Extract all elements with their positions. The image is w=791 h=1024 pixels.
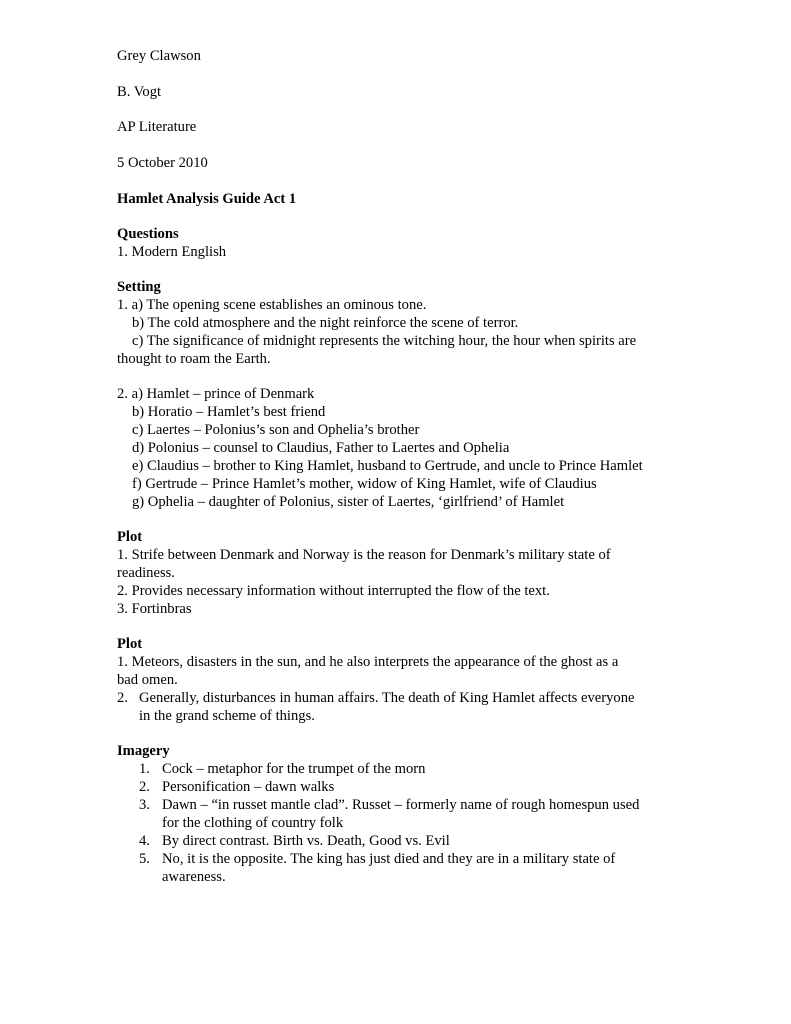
questions-heading: Questions — [117, 226, 179, 242]
imagery-item: By direct contrast. Birth vs. Death, Good vs. Evil — [162, 833, 450, 849]
plot2-line: bad omen. — [117, 672, 178, 688]
imagery-item: No, it is the opposite. The king has just died and they are in a military state of — [162, 851, 616, 867]
character-line: d) Polonius – counsel to Claudius, Father to Laertes and Ophelia — [132, 440, 510, 456]
student-name: Grey Clawson — [117, 48, 201, 64]
plot2-number: 2. — [117, 690, 128, 706]
plot-heading: Plot — [117, 529, 143, 545]
imagery-number: 3. — [139, 797, 150, 813]
teacher-name: B. Vogt — [117, 84, 162, 100]
course-name: AP Literature — [117, 119, 197, 135]
imagery-number: 5. — [139, 851, 150, 867]
imagery-item: Cock – metaphor for the trumpet of the morn — [162, 761, 426, 777]
character-line: f) Gertrude – Prince Hamlet’s mother, widow of King Hamlet, wife of Claudius — [132, 476, 597, 492]
character-line: c) Laertes – Polonius’s son and Ophelia’s brother — [132, 422, 420, 438]
plot-line: readiness. — [117, 565, 175, 581]
plot-line: 1. Strife between Denmark and Norway is the reason for Denmark’s military state of — [117, 547, 611, 563]
date: 5 October 2010 — [117, 155, 208, 171]
plot-heading-2: Plot — [117, 636, 143, 652]
document-title: Hamlet Analysis Guide Act 1 — [117, 191, 297, 207]
setting-q1-line: thought to roam the Earth. — [117, 351, 271, 367]
plot2-line: Generally, disturbances in human affairs. The death of King Hamlet affects everyone — [139, 690, 635, 706]
imagery-item: Dawn – “in russet mantle clad”. Russet – formerly name of rough homespun used — [162, 797, 640, 813]
character-line: b) Horatio – Hamlet’s best friend — [132, 404, 326, 420]
imagery-number: 2. — [139, 779, 150, 795]
character-line: 2. a) Hamlet – prince of Denmark — [117, 386, 315, 402]
setting-q1-line: b) The cold atmosphere and the night reinforce the scene of terror. — [132, 315, 519, 331]
imagery-heading: Imagery — [117, 743, 170, 759]
character-line: e) Claudius – brother to King Hamlet, husband to Gertrude, and uncle to Prince Hamlet — [132, 458, 643, 474]
plot2-line: in the grand scheme of things. — [139, 708, 315, 724]
setting-q1-line: 1. a) The opening scene establishes an ominous tone. — [117, 297, 427, 313]
questions-line: 1. Modern English — [117, 244, 227, 260]
imagery-item: Personification – dawn walks — [162, 779, 335, 795]
character-line: g) Ophelia – daughter of Polonius, sister of Laertes, ‘girlfriend’ of Hamlet — [132, 494, 565, 510]
imagery-item: for the clothing of country folk — [162, 815, 344, 831]
plot-line: 2. Provides necessary information without interrupted the flow of the text. — [117, 583, 550, 599]
plot2-line: 1. Meteors, disasters in the sun, and he also interprets the appearance of the ghost as a — [117, 654, 619, 670]
imagery-item: awareness. — [162, 869, 226, 885]
setting-q1-line: c) The significance of midnight represents the witching hour, the hour when spirits are — [132, 333, 637, 349]
plot-line: 3. Fortinbras — [117, 601, 192, 617]
imagery-number: 4. — [139, 833, 150, 849]
setting-heading: Setting — [117, 279, 161, 295]
imagery-number: 1. — [139, 761, 150, 777]
